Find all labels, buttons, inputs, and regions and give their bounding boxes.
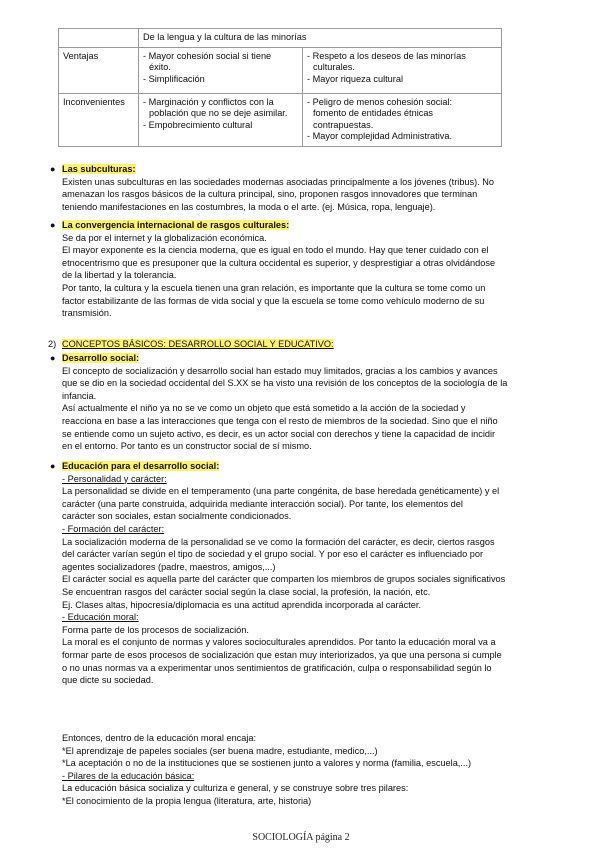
table-cell: De la lengua y la cultura de las minorías <box>139 29 502 48</box>
text-line: Se encuentran rasgos del carácter social según la clase social, la profesión, la nación, etc. <box>62 586 431 597</box>
cell-line: - Marginación y conflictos con la <box>143 96 274 107</box>
text-line: transmisión. <box>62 308 112 319</box>
text-line: Por tanto, la cultura y la escuela tienen una gran relación, es importante que la cultura se tome como un <box>62 282 486 293</box>
text-line: agentes socializadores (padre, maestros, amigos,...) <box>62 561 276 572</box>
table-cell <box>139 93 303 146</box>
cell-line: - Mayor cohesión social si tiene <box>143 50 272 61</box>
section-number: 2) <box>48 339 57 349</box>
desarrollo-section <box>50 352 552 453</box>
bullet-icon: ● <box>50 164 56 174</box>
text-line: infancia. <box>62 390 97 401</box>
text-line: Ej. Clases altas, hipocresía/diplomacia es una actitud aprendida incorporada al carácter. <box>62 599 422 610</box>
educacion-section <box>50 460 552 687</box>
row-label: Ventajas <box>59 47 139 93</box>
cell-line: - Mayor riqueza cultural <box>307 73 403 84</box>
section-title: CONCEPTOS BÁSICOS: DESARROLLO SOCIAL Y EDUCATIVO: <box>62 339 334 349</box>
desarrollo-title: Desarrollo social: <box>62 353 140 363</box>
text-line: o no unas normas va a experimentar unos sentimientos de gratificación, culpa o responsabilidad según lo <box>62 662 492 673</box>
text-line: *El aprendizaje de papeles sociales (ser buena madre, estudiante, medico,...) <box>62 745 378 756</box>
convergencia-title: La convergencia internacional de rasgos culturales: <box>62 220 290 230</box>
cell-line: - Mayor complejidad Administrativa. <box>307 131 453 141</box>
text-line: La educación básica socializa y culturiza e general, y se construye sobre tres pilares: <box>62 783 409 794</box>
text-line: de la libertad y la tolerancia. <box>62 270 177 281</box>
text-line: reacciona en base a las interacciones que tenga con el resto de miembros de la sociedad. Sino que el niño <box>62 415 498 426</box>
bullet-icon: ● <box>50 220 56 230</box>
moral-title: - Educación moral: <box>62 612 139 623</box>
text-line: se entiende como un sujeto activo, es decir, es un actor social con derechos y tiene la capacidad de incidir <box>62 428 496 439</box>
text-line: El carácter social es aquella parte del carácter que comparten los miembros de grupos sociales significativos <box>62 574 506 585</box>
text-line: La personalidad se divide en el temperamento (una parte congénita, de base heredada genéticamente) y el <box>62 486 500 497</box>
cell-line: - Empobrecimiento cultural <box>143 119 253 130</box>
table-cell <box>59 29 139 48</box>
cell-line: éxito. <box>149 62 171 72</box>
text-line: que se dio en la sociedad occidental del S.XX se ha visto una revisión de los conceptos de la sociología de la <box>62 378 508 389</box>
bullet-icon: ● <box>50 353 56 363</box>
formacion-title: - Formación del carácter: <box>62 523 165 534</box>
text-line: El mayor exponente es la ciencia moderna, que es igual en todo el mundo. Hay que tener cuidado con el <box>62 245 489 256</box>
bullet-icon: ● <box>50 461 56 471</box>
cell-line: fomento de entidades étnicas <box>313 108 434 118</box>
text-line: La moral es el conjunto de normas y valores socioculturales aprendidos. Por tanto la educación moral va a <box>62 637 496 648</box>
text-line: que dicte su sociedad. <box>62 675 154 686</box>
table-cell <box>303 93 502 146</box>
table-cell <box>139 47 303 93</box>
text-line: etnocentrismo que es presuponer que la cultura occidental es superior, y desprestigiar a otras olvidándose <box>62 257 496 268</box>
cell-line: población que no se deje asimilar. <box>149 108 288 118</box>
comparison-table <box>58 28 502 147</box>
text-line: del carácter varían según el tipo de sociedad y el grupo social. Y por eso el carácter es influenciado por <box>62 549 484 560</box>
text-line: El concepto de socialización y desarrollo social han estado muy limitados, gracias a los cambios y avances <box>62 365 498 376</box>
text-line: teniendo manifestaciones en las costumbres, la moda o el arte. (ej. Música, ropa, lenguaje). <box>62 201 436 212</box>
convergencia-section <box>50 219 552 320</box>
section-heading <box>62 338 552 351</box>
text-line: Así actualmente el niño ya no se ve como un objeto que está sometido a la acción de la sociedad y <box>62 403 466 414</box>
table-row <box>59 29 502 48</box>
subculturas-title: Las subculturas: <box>62 164 136 174</box>
table-cell <box>303 47 502 93</box>
text-line: formar parte de esos procesos de socialización que estan muy interiorizados, ya que una persona si cumple <box>62 649 502 660</box>
text-line: Se da por el internet y la globalización económica. <box>62 232 267 243</box>
text-line: *La aceptación o no de la instituciones que se sostienen junto a valores y norma (familia, escuela,...) <box>62 758 472 769</box>
cell-line: - Simplificación <box>143 73 205 84</box>
text-line: carácter son sociales, estan socialmente condicionados. <box>62 511 292 522</box>
moral-continuation <box>62 732 552 808</box>
text-line: carácter (una parte construida, adquirida mediante interacción social). Por tante, los elementos del <box>62 498 463 509</box>
text-line: amenazan los rasgos básicos de la cultura principal, sino, proponen rasgos innovadores que terminan <box>62 189 478 200</box>
text-line: Entonces, dentro de la educación moral encaja: <box>62 733 257 743</box>
text-line: *El conocimiento de la propia lengua (literatura, arte, historia) <box>62 795 312 806</box>
text-line: factor estabilizante de las formas de vida social y que la escuela se tome como vehículo moderno de su <box>62 295 485 306</box>
educacion-title: Educación para el desarrollo social: <box>62 461 220 471</box>
personalidad-title: - Personalidad y carácter: <box>62 473 167 484</box>
table-row <box>59 47 502 93</box>
cell-line: - Respeto a los deseos de las minorías <box>307 50 466 61</box>
text-line: en el entorno. Por tanto es un constructor social de sí mismo. <box>62 441 312 452</box>
text-line: Existen unas subculturas en las sociedades modernas asociadas principalmente a los jóvenes (tribus). No <box>62 176 495 187</box>
row-label: Inconvenientes <box>59 93 139 146</box>
cell-line: culturales. <box>313 62 355 72</box>
text-line: La socialización moderna de la personalidad se ve como la formación del carácter, es decir, ciertos rasgos <box>62 536 495 547</box>
subculturas-section <box>50 163 552 213</box>
table-row <box>59 93 502 146</box>
text-line: Forma parte de los procesos de socialización. <box>62 624 249 635</box>
page-footer: SOCIOLOGÍA página 2 <box>252 832 350 843</box>
pilares-title: - Pilares de la educación básica: <box>62 770 195 781</box>
cell-line: - Peligro de menos cohesión social: <box>307 96 453 107</box>
cell-line: contrapuestas. <box>313 119 374 130</box>
